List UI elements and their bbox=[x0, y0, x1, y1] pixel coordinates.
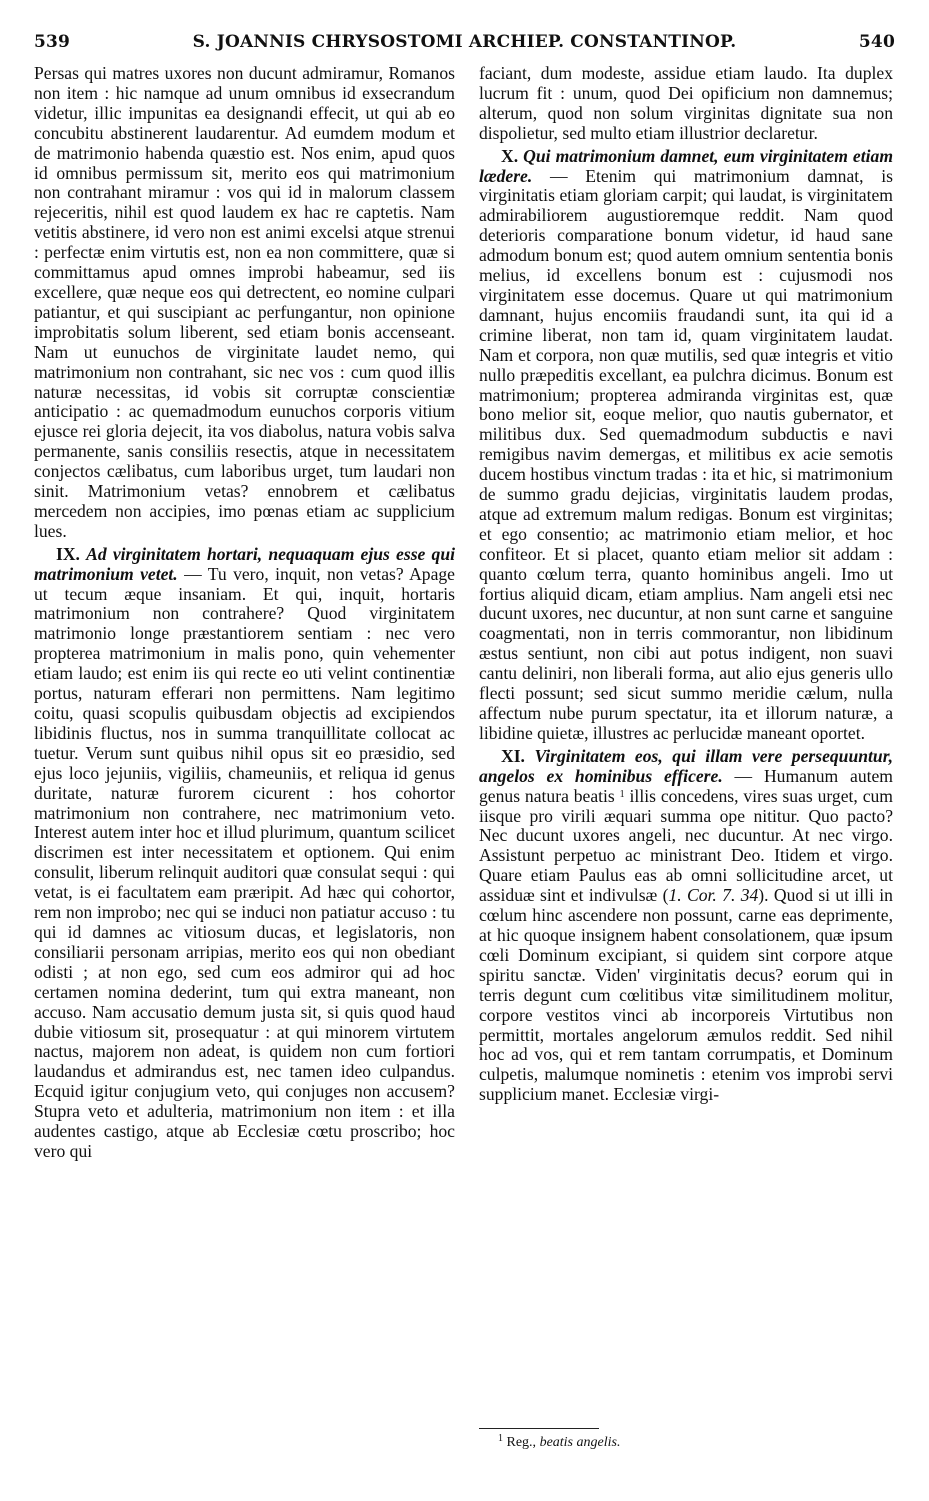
footnote-text: beatis angelis. bbox=[539, 1435, 621, 1450]
section-xi bbox=[479, 747, 893, 1105]
footnote-rule bbox=[479, 1428, 599, 1429]
section-body: ). Quod si ut illi in cœlum hinc ascendere non possunt, carne eas deprimente, at hic quoque insignem habent consolationem, quæ ipsum cœli Dominum excipiant, si quidem sint corpore atque spiritu sanctæ. Viden' virginitatis decus? eorum qui in terris degunt cum cœlitibus vitæ similitudinem molitur, corpore vestitos vinci ab incorporeis Virtutibus non permittit, mortales angelorum æmulos reddit. Sed nihil hoc ad vos, qui et rem tantam corrumpatis, et Dominum culpetis, malumque nominetis : etenim vos improbi servi supplicium manet. Ecclesiæ virgi- bbox=[479, 885, 893, 1105]
paragraph-continued: Persas qui matres uxores non ducunt admiramur, Romanos non item : hic namque ad unum omnibus id exsecrandum videtur, illic impunitas ea designandi effecit, ut qui ab eo concubitu abstinerent laudarentur. Ad eumdem modum et de matrimonio habenda quæstio est. Nos enim, apud quos id omnibus permissum sit, merito eos qui matrimonium non contrahant miramur : vos qui id in malorum classem rejeceritis, nihil est quod laudem ex hac re captetis. Nam vetitis abstinere, id vero non est animi excelsi atque strenui : perfectæ enim virtutis est, non ea non committere, quæ si committamus apud omnes improbi habeamur, sed iis excellere, quæ neque eos qui detrectent, eo nomine culpari patiantur, et qui suscipiant ac perfungantur, non opinione improbitatis solum liberent, sed etiam bonis accenseant. Nam ut eunuchos de virginitate laudet nemo, qui matrimonium non contrahant, sic nec vos : cum quod illis naturæ necessitas, id vobis sit corruptæ conscientiæ anticipatio : ac quemadmodum eunuchos corporis vitium ejusce rei gloria dejecit, ita vos diabolus, natura vobis salva permanente, sanis consiliis resectis, atque in necessitatem conjectos cælibatus, cum laboribus urget, tum laudari non sinit. Matrimonium vetas? ennobrem et cælibatus mercedem non accipies, imo pœnas etiam ac supplicium lues. bbox=[34, 63, 455, 541]
section-heading: Ad virginitatem hortari, nequaquam ejus esse qui matrimonium vetet. bbox=[34, 543, 455, 584]
section-ix bbox=[34, 545, 455, 1162]
section-body: — Etenim qui matrimonium damnat, is virginitatis etiam gloriam carpit; qui laudat, is virginitatem admirabiliorem augustioremque reddit. Nam quod deterioris comparatione bonum videtur, id haud sane admodum bonum est; quod autem omnium sententia bonis melius, id excellens bonum est : cujusmodi nos virginitatem esse docemus. Quare ut qui matrimonium damnant, hujus encomiis fraudandi sunt, ita qui id a crimine liberat, non tam id, quam virginitatem laudat. Nam et corpora, non quæ mutilis, sed quæ integris et vitio nullo præpeditis excellant, ea pulchra dicimus. Bonum est matrimonium; propterea admiranda virginitas est, quæ bono melior sit, eoque melior, quo nautis gubernator, et militibus dux. Sed quemadmodum subductis e navi remigibus navim demergas, et militibus ex acie semotis ducem hostibus vinctum tradas : ita et hic, si matrimonium de summo gradu dejicias, virginitatis laudem prodas, atque ad extremum malum redigas. Bonum est virginitas; et ego consentio; ac matrimonio etiam melior, et hoc confiteor. Et si placet, quanto etiam melior sit addam : quanto cœlum terra, quanto hominibus angeli. Imo ut fortius aliquid dicam, etiam amplius. Nam angeli etsi nec ducunt uxores, nec ducuntur, at non sunt carne et sanguine coagmentati, non in terris commorantur, non libidinum æstus sentiunt, non cibi aut potus indigent, non suavi cantu deliniri, non liberali forma, aut alio ejus generis ullo flecti possunt; sed sicut summo meridie cælum, nulla affectum nube purum spectatur, ita et illorum naturæ, a libidine quietæ, illustres ac perlucidæ maneant oportet. bbox=[479, 165, 894, 743]
section-body: — Humanum autem genus natura beatis bbox=[479, 765, 893, 806]
section-number: XI. bbox=[501, 745, 525, 766]
page-number-right: 540 bbox=[858, 32, 895, 52]
footnote-reference[interactable]: 1 bbox=[619, 788, 625, 800]
running-title: S. JOANNIS CHRYSOSTOMI ARCHIEP. CONSTANTINOP. bbox=[192, 32, 737, 52]
section-body: illis concedens, vires suas urget, cum iisque pro virili æquari summa ope nititur. Quo pacto? Nec ducunt uxores angeli, nec ducuntur. At nec virgo. Assistunt perpetuo ac ministrant Deo. Itidem et virgo. Quare etiam Paulus eas ab omni sollicitudine arcet, ut assiduæ sint et indivulsæ ( bbox=[479, 785, 893, 906]
left-column bbox=[34, 64, 455, 1162]
scripture-citation: 1. Cor. 7. 34 bbox=[668, 885, 759, 906]
section-body: — Tu vero, inquit, non vetas? Apage ut tecum æque insaniam. Et qui, inquit, hortaris matrimonium non contrahere? Quod virginitatem matrimonio longe præstantiorem sentiam : nec vero propterea matrimonium in malis pono, quin vehementer etiam laudo; est enim iis qui recte eo uti velint continentiæ portus, naturam efferari non permittens. Nam legitimo coitu, quasi scopulis quibusdam objectis ad excipiendos libidinis fluctus, nos in summa tranquillitate collocat ac tuetur. Verum sunt quibus nihil opus sit eo præsidio, sed ejus loco jejuniis, vigiliis, chameuniis, et reliqua id genus duritate, naturæ furorem cicurent : hos cohortor matrimonium non contrahere, nec matrimonium veto. Interest autem inter hoc et illud plurimum, quantum scilicet discrimen est inter necessitatem et optionem. Qui enim consulit, liberum relinquit auditori quæ consulat sequi : qui vetat, is ei facultatem eam præripit. Ad hæc qui cohortor, rem non improbo; nec qui se induci non patiatur accuso : tu qui id damnes ac vitiosum ducas, et legislatoris, non consiliarii personam arripias, merito eos qui non obediant odisti ; at non ego, sed cum eos admiror qui ad hoc certamen nomina dederint, tum qui extra maneant, non accuso. Nam accusatio demum justa sit, si quis quod haud dubie vitiosum sit, prosequatur : at qui minorem virtutem nactus, majorem non adeat, is quidem non cum fortiori laudandus et admirandus est, nec tamen ideo culpandus. Ecquid igitur conjugium veto, qui conjuges non accusem? Stupra veto et adulteria, matrimonium non item : et illa audentes castigo, atque ab Ecclesiæ cœtu proscribo; hoc vero qui bbox=[34, 563, 455, 1161]
page-number-left: 539 bbox=[34, 32, 71, 52]
section-heading: Qui matrimonium damnet, eum virginitatem etiam lædere. bbox=[479, 145, 894, 186]
footnote-source: Reg., bbox=[506, 1435, 537, 1450]
section-number: X. bbox=[501, 145, 519, 166]
section-heading: Virginitatem eos, qui illam vere persequuntur, angelos ex hominibus efficere. bbox=[479, 745, 893, 786]
right-column bbox=[479, 64, 893, 1105]
footnote-mark: 1 bbox=[498, 1433, 503, 1444]
section-number: IX. bbox=[56, 543, 80, 564]
footnote bbox=[498, 1434, 620, 1452]
running-header bbox=[34, 32, 895, 58]
section-x bbox=[479, 147, 893, 744]
paragraph-continued: faciant, dum modeste, assidue etiam laudo. Ita duplex lucrum fit : unum, quod Dei opificium non damnemus; alterum, quod non solum virginitas dignitate sua non dispolietur, sed multo etiam illustrior declaretur. bbox=[479, 63, 893, 143]
